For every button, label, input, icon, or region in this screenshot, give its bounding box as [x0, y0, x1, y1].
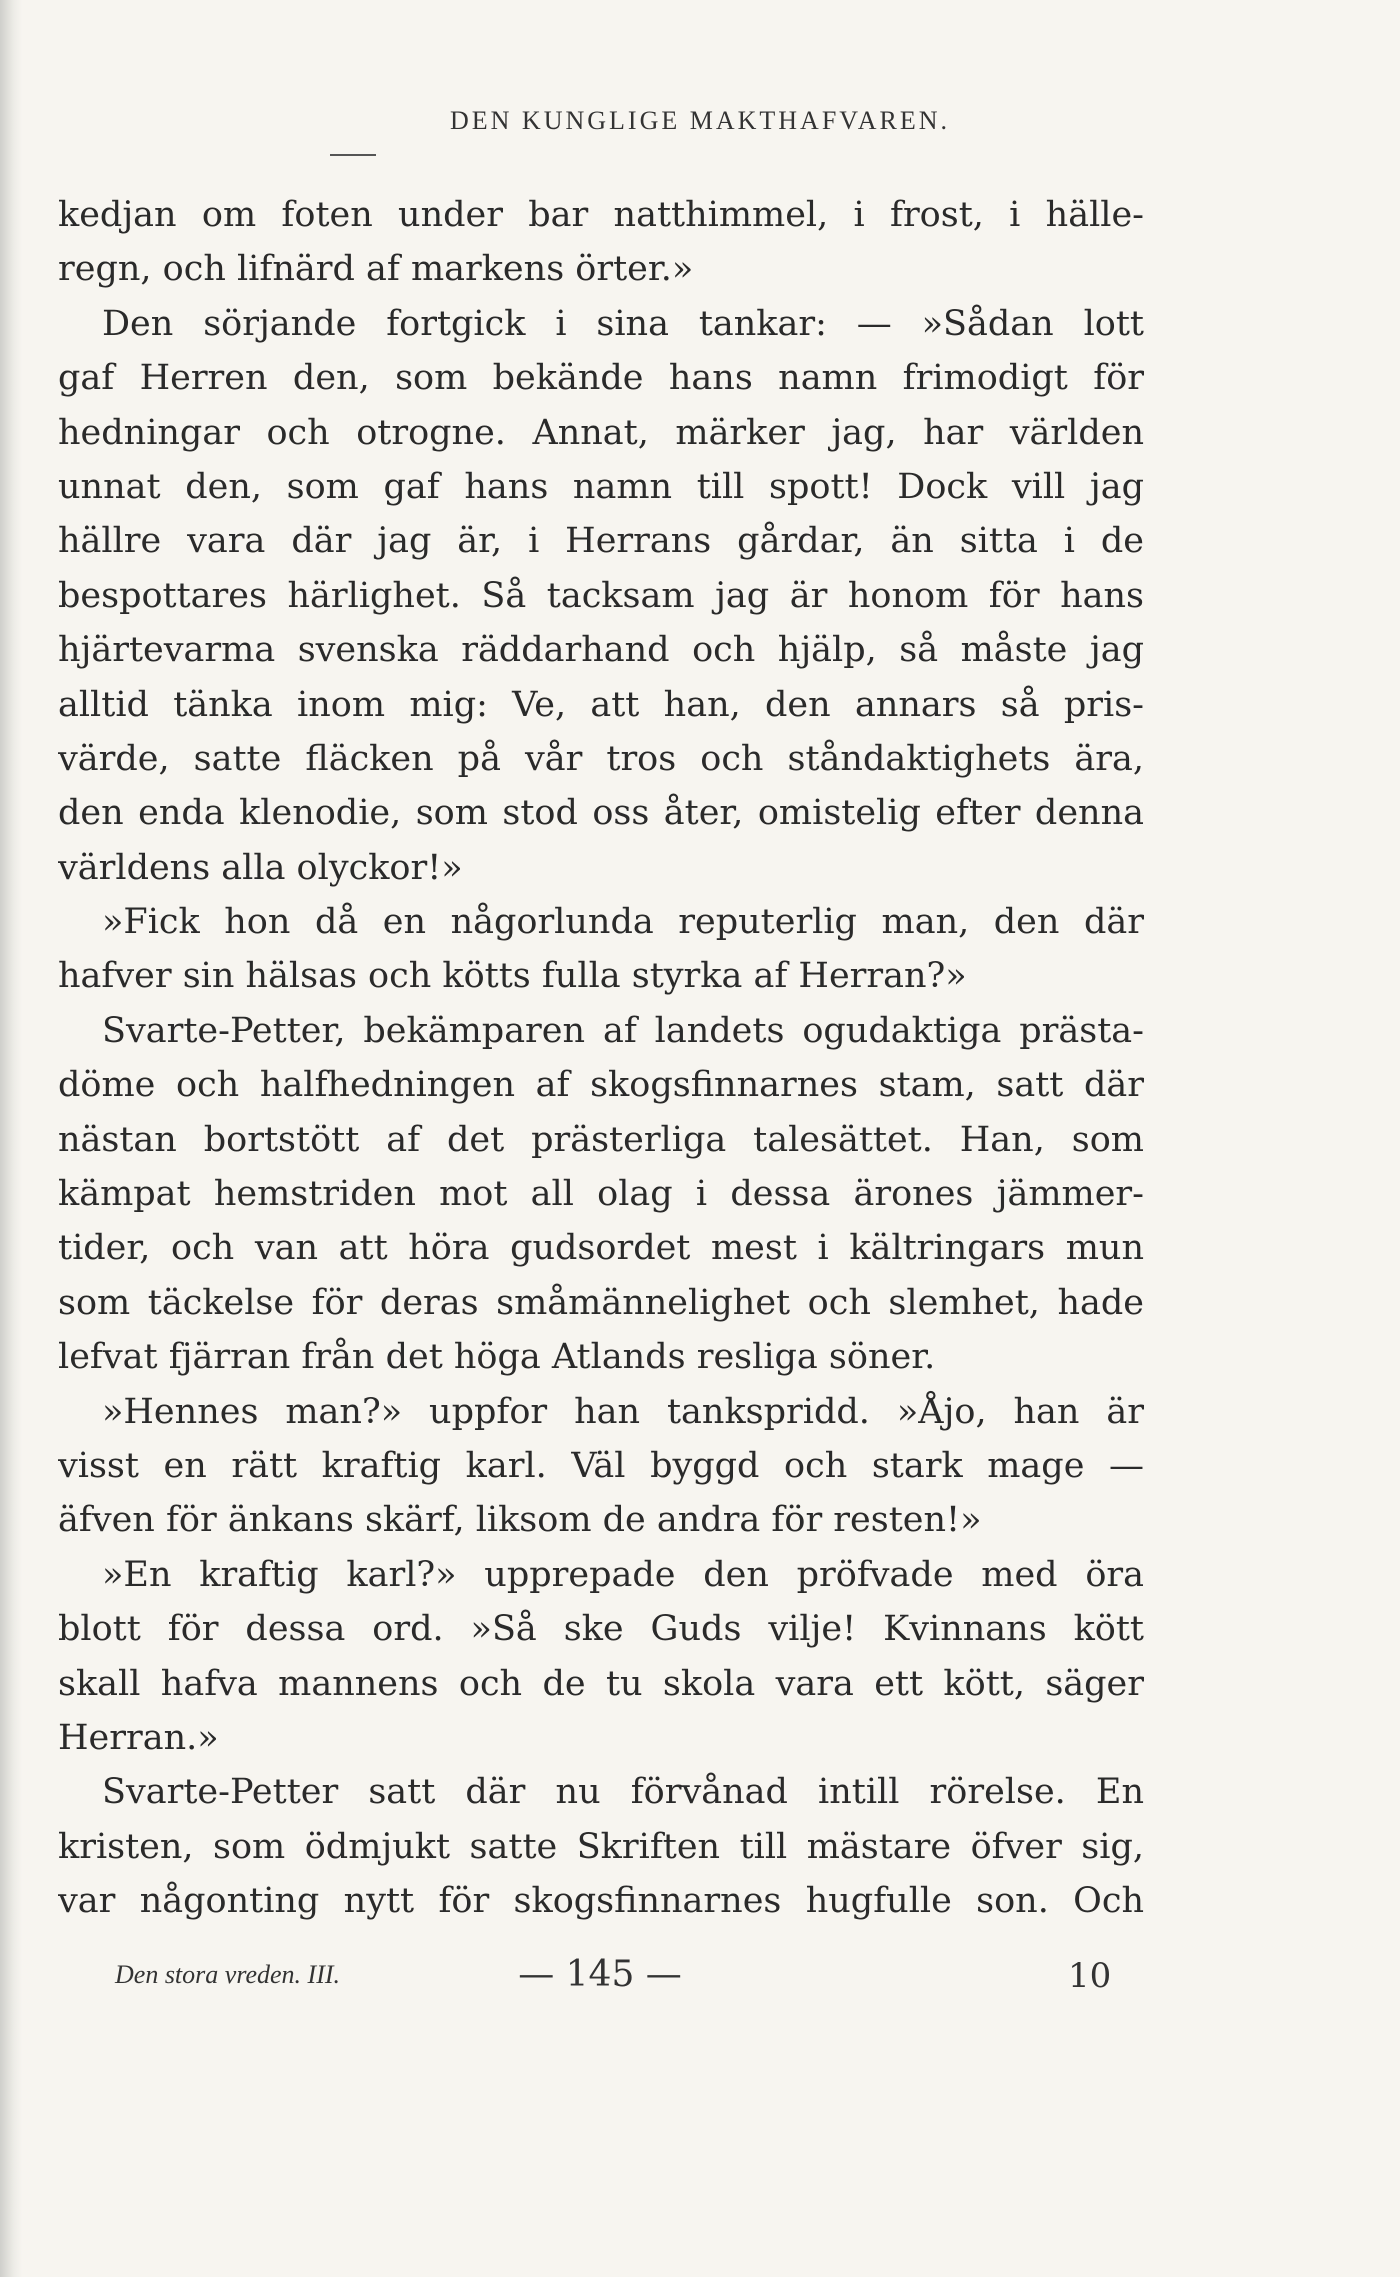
page-number: — 145 — [518, 1954, 682, 1995]
text-line: »Hennes man?» uppfor han tankspridd. »Åjo, han är [102, 1391, 1144, 1432]
text-line: gaf Herren den, som bekände hans namn frimodigt för [58, 358, 1144, 399]
text-line: var någonting nytt för skogsfinnarnes hugfulle son. Och [58, 1881, 1144, 1922]
text-line: skall hafva mannens och de tu skola vara ett kött, säger [58, 1663, 1144, 1704]
body-text [58, 188, 1144, 1929]
signature-mark: Den stora vreden. III. [115, 1960, 341, 1989]
text-line: den enda klenodie, som stod oss åter, omistelig efter denna [58, 793, 1144, 834]
text-line: regn, och lifnärd af markens örter.» [58, 249, 694, 290]
text-line: unnat den, som gaf hans namn till spott! Dock vill jag [58, 466, 1144, 507]
sheet-number: 10 [1068, 1956, 1112, 1996]
text-line: Svarte-Petter, bekämparen af landets ogudaktiga prästa- [102, 1010, 1144, 1051]
text-line: nästan bortstött af det prästerliga talesättet. Han, som [58, 1119, 1144, 1160]
text-line: kämpat hemstriden mot all olag i dessa ärones jämmer- [58, 1174, 1144, 1215]
text-line: lefvat fjärran från det höga Atlands resliga söner. [58, 1337, 936, 1378]
page-gutter-shadow [0, 0, 22, 2277]
text-line: äfven för änkans skärf, liksom de andra för resten!» [58, 1500, 982, 1541]
page-footer [0, 1954, 1400, 2010]
text-line: hällre vara där jag är, i Herrans gårdar, än sitta i de [58, 521, 1144, 562]
text-line: Herran.» [58, 1717, 219, 1758]
text-line: bespottares härlighet. Så tacksam jag är honom för hans [58, 575, 1144, 616]
text-line: »Fick hon då en någorlunda reputerlig man, den där [102, 902, 1144, 943]
text-line: Den sörjande fortgick i sina tankar: — »Sådan lott [102, 303, 1144, 344]
text-line: hafver sin hälsas och kötts fulla styrka af Herran?» [58, 956, 967, 997]
text-line: tider, och van att höra gudsordet mest i kältringars mun [58, 1228, 1144, 1269]
running-head: DEN KUNGLIGE MAKTHAFVAREN. [449, 106, 950, 135]
text-line: värde, satte fläcken på vår tros och ståndaktighets ära, [58, 738, 1144, 779]
text-line: som täckelse för deras småmännelighet och slemhet, hade [58, 1282, 1144, 1323]
text-line: visst en rätt kraftig karl. Väl byggd och stark mage — [58, 1445, 1144, 1486]
text-line: döme och halfhedningen af skogsfinnarnes stam, satt där [58, 1065, 1144, 1106]
header-rule [330, 154, 376, 156]
text-line: hjärtevarma svenska räddarhand och hjälp, så måste jag [58, 630, 1144, 671]
text-line: kristen, som ödmjukt satte Skriften till mästare öfver sig, [58, 1826, 1144, 1867]
text-line: alltid tänka inom mig: Ve, att han, den annars så pris- [58, 684, 1144, 725]
text-line: världens alla olyckor!» [58, 847, 463, 888]
text-line: Svarte-Petter satt där nu förvånad intill rörelse. En [102, 1772, 1144, 1813]
text-line: »En kraftig karl?» upprepade den pröfvade med öra [102, 1554, 1144, 1595]
text-line: blott för dessa ord. »Så ske Guds vilje! Kvinnans kött [58, 1609, 1144, 1650]
text-line: kedjan om foten under bar natthimmel, i frost, i hälle- [58, 195, 1144, 235]
text-line: hedningar och otrogne. Annat, märker jag, har världen [58, 412, 1144, 453]
